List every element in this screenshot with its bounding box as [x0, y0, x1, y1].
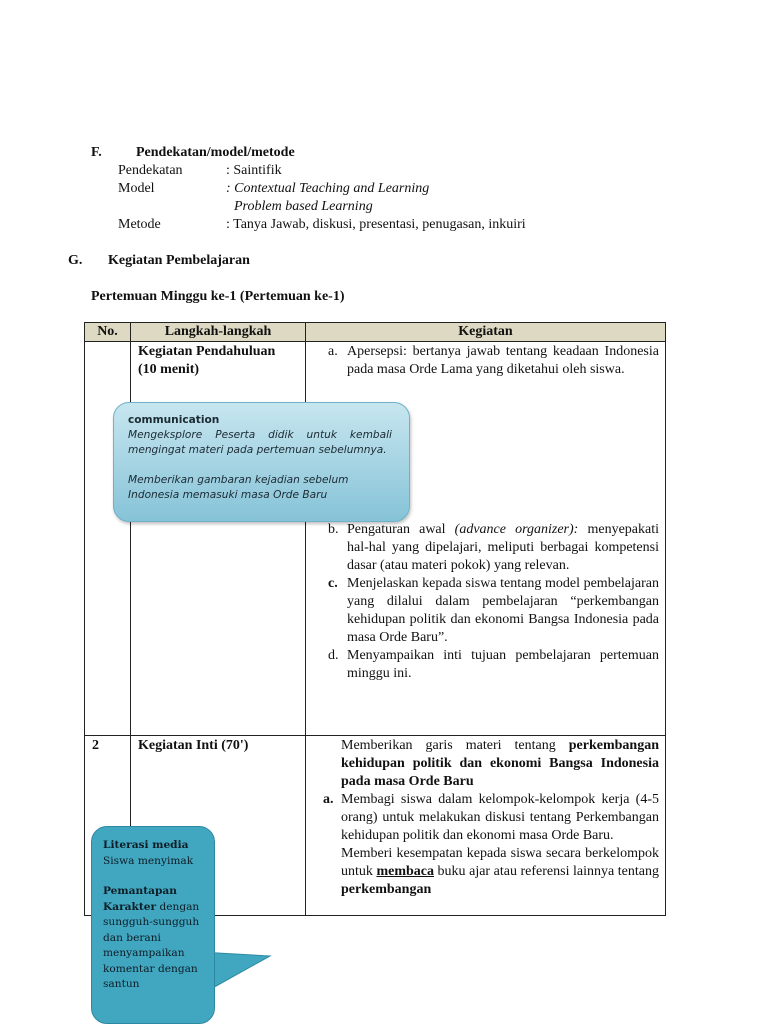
row2-no-value: 2	[92, 738, 99, 753]
header-activities: Kegiatan	[306, 323, 666, 342]
section-g-letter: G.	[68, 253, 83, 268]
communication-callout	[113, 402, 410, 522]
communication-callout-title: communication	[128, 414, 220, 426]
item-a-marker: a.	[328, 344, 338, 359]
literasi-callout-line2: dengan sungguh-sungguh dan berani menyampaikan komentar dengan santun	[103, 900, 200, 990]
row2-p2-plain-1: Memberi kesempatan kepada siswa secara berkelompok untuk	[341, 846, 659, 879]
literasi-callout-body	[103, 884, 211, 993]
approach-row	[118, 162, 598, 180]
item-b-text-1: Pengaturan awal	[347, 522, 455, 537]
item-b-text-2: menyepakati hal-hal yang dipelajari, meliputi berbagai kompetensi dasar (atau materi pokok) yang relevan.	[347, 522, 659, 573]
list-item	[328, 521, 659, 575]
row2-intro	[323, 737, 659, 791]
model-row	[118, 180, 598, 198]
meeting-heading: Pertemuan Minggu ke-1 (Pertemuan ke-1)	[91, 289, 345, 304]
list-item	[328, 343, 659, 379]
row1-step-title: Kegiatan Pendahuluan	[138, 344, 276, 359]
section-f-title: Pendekatan/model/metode	[136, 145, 295, 160]
literasi-callout-line1: Siswa menyimak	[103, 854, 194, 867]
row2-intro-bold: perkembangan kehidupan politik dan ekonomi Bangsa Indonesia pada masa Orde Baru	[341, 738, 659, 789]
item-b-marker: b.	[328, 522, 339, 537]
table-row	[85, 342, 666, 736]
method-row	[118, 216, 598, 234]
row1-activities	[306, 342, 666, 736]
row1-step	[131, 342, 306, 736]
row2-p2-plain-2: buku ajar atau referensi lainnya tentang	[434, 864, 659, 879]
row2-step-title: Kegiatan Inti (70')	[138, 738, 249, 753]
literasi-callout	[91, 826, 215, 1024]
table-header-row	[85, 323, 666, 342]
item-d-text: Menyampaikan inti tujuan pembelajaran pertemuan minggu ini.	[347, 648, 659, 681]
item-d-marker: d.	[328, 648, 339, 663]
row2-p2-read: membaca	[376, 864, 434, 879]
row1-no	[85, 342, 131, 736]
section-g-title: Kegiatan Pembelajaran	[108, 253, 250, 268]
row2-a-marker: a.	[323, 792, 334, 807]
list-item	[328, 575, 659, 647]
literasi-callout-title2: Pemantapan Karakter	[103, 885, 177, 913]
list-item	[323, 791, 659, 845]
model-label: Model	[118, 181, 155, 196]
model-value: : Contextual Teaching and Learning	[226, 181, 430, 196]
header-steps: Langkah-langkah	[131, 323, 306, 342]
method-label: Metode	[118, 217, 161, 232]
row2-p2-bold: perkembangan	[341, 882, 432, 897]
item-c-text: Menjelaskan kepada siswa tentang model pembelajaran yang dilalui dalam pembelajaran “perkembangan kehidupan politik dan ekonomi Bangsa Indonesia pada masa Orde Baru”.	[347, 576, 659, 645]
model-row-2	[118, 198, 598, 216]
item-b-text-italic: (advance organizer):	[454, 522, 579, 537]
communication-callout-line2: Memberikan gambaran kejadian sebelum Indonesia memasuki masa Orde Baru	[128, 474, 349, 501]
section-f-letter: F.	[91, 145, 102, 160]
row1-step-time: (10 menit)	[138, 362, 200, 377]
item-c-marker: c.	[328, 576, 338, 591]
list-item	[328, 647, 659, 683]
model-value-2: Problem based Learning	[234, 199, 373, 214]
approach-label: Pendekatan	[118, 163, 183, 178]
approach-value: : Saintifik	[226, 163, 282, 178]
header-no: No.	[85, 323, 131, 342]
row2-intro-plain: Memberikan garis materi tentang	[341, 738, 569, 753]
row2-activities	[306, 736, 666, 916]
literasi-callout-title: Literasi media	[103, 839, 189, 851]
method-value: : Tanya Jawab, diskusi, presentasi, penugasan, inkuiri	[226, 217, 526, 232]
row2-a-text: Membagi siswa dalam kelompok-kelompok kerja (4-5 orang) untuk melakukan diskusi tentang Perkembangan kehidupan politik dan ekonomi masa Orde Baru.	[341, 792, 659, 843]
row2-paragraph-2	[323, 845, 659, 899]
communication-callout-line1: Mengeksplore Peserta didik untuk kembali mengingat materi pada pertemuan sebelumnya.	[128, 429, 392, 456]
item-a-text: Apersepsi: bertanya jawab tentang keadaan Indonesia pada masa Orde Lama yang diketahui oleh siswa.	[347, 344, 659, 377]
